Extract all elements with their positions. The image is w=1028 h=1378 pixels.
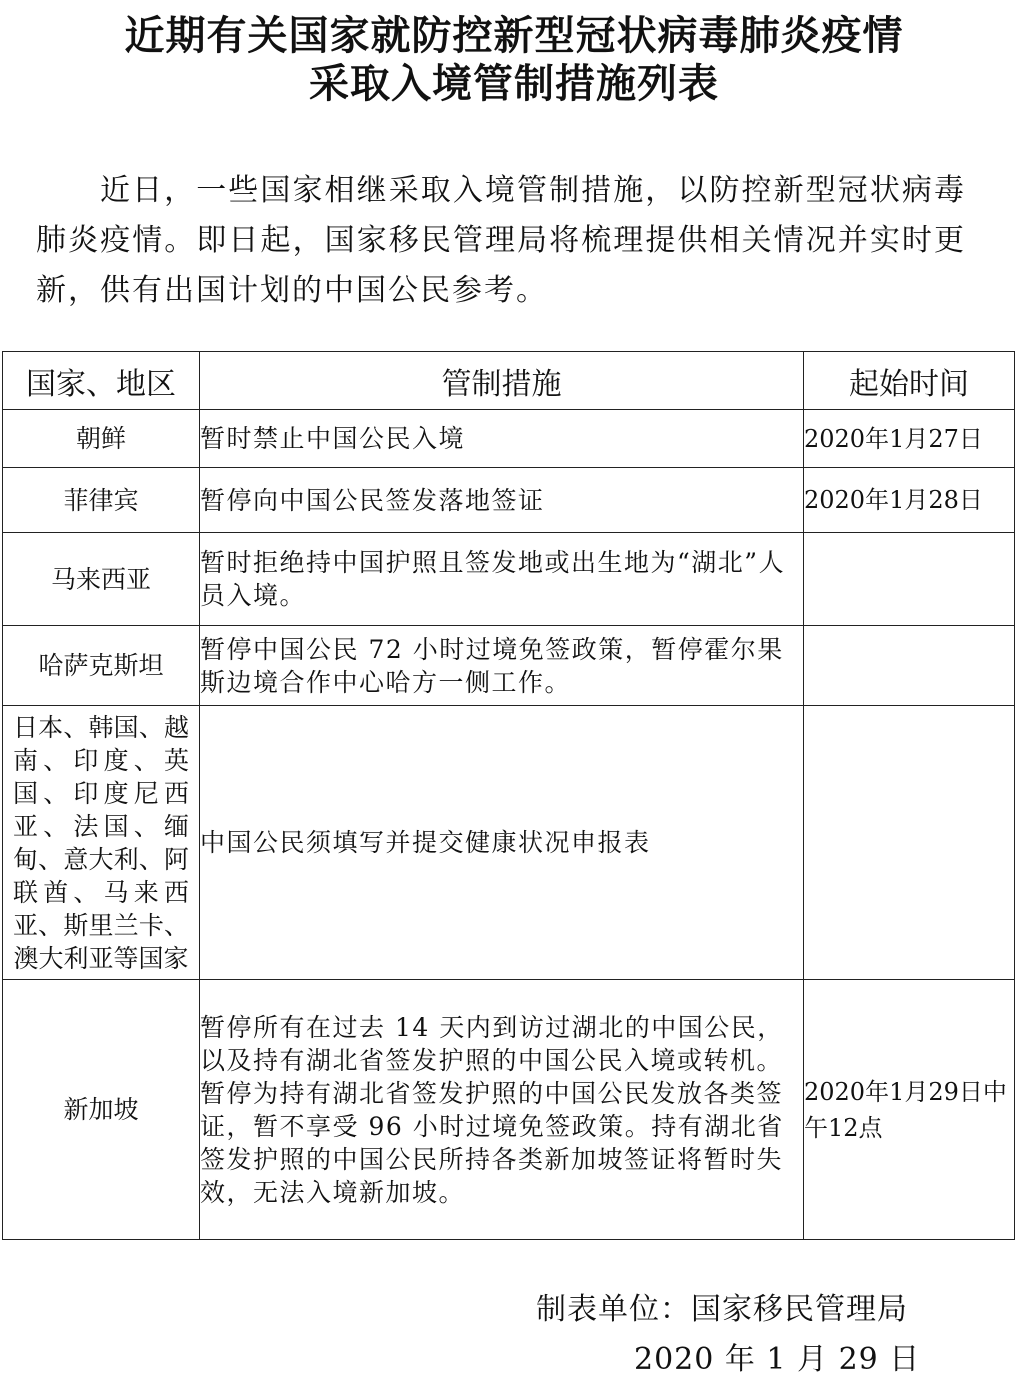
measure-cell: 暂时禁止中国公民入境 — [200, 410, 804, 468]
country-cell: 菲律宾 — [3, 468, 200, 533]
table-row — [3, 468, 1015, 533]
country-cell: 哈萨克斯坦 — [3, 626, 200, 706]
country-cell: 新加坡 — [3, 980, 200, 1240]
country-cell: 朝鲜 — [3, 410, 200, 468]
date-cell: 2020年1月29日中午12点 — [804, 980, 1015, 1240]
table-header-row — [3, 352, 1015, 410]
date-cell — [804, 706, 1015, 980]
measure-cell: 暂时拒绝持中国护照且签发地或出生地为“湖北”人员入境。 — [200, 533, 804, 626]
date-cell — [804, 626, 1015, 706]
table-row — [3, 410, 1015, 468]
table-row — [3, 706, 1015, 980]
measure-cell: 暂停向中国公民签发落地签证 — [200, 468, 804, 533]
date-cell: 2020年1月28日 — [804, 468, 1015, 533]
header-measure: 管制措施 — [200, 352, 804, 410]
document-title — [0, 12, 1028, 108]
table-row — [3, 980, 1015, 1240]
measure-cell: 暂停所有在过去 14 天内到访过湖北的中国公民，以及持有湖北省签发护照的中国公民入境或转机。暂停为持有湖北省签发护照的中国公民发放各类签证，暂不享受 96 小时过境免签政策。持有湖北省签发护照的中国公民所持各类新加坡签证将暂时失效，无法入境新加坡。 — [200, 980, 804, 1240]
country-cell: 马来西亚 — [3, 533, 200, 626]
header-country: 国家、地区 — [3, 352, 200, 410]
title-line-1: 近期有关国家就防控新型冠状病毒肺炎疫情 — [124, 13, 904, 59]
measure-cell: 暂停中国公民 72 小时过境免签政策，暂停霍尔果斯边境合作中心哈方一侧工作。 — [200, 626, 804, 706]
header-date: 起始时间 — [804, 352, 1015, 410]
intro-paragraph: 近日，一些国家相继采取入境管制措施，以防控新型冠状病毒肺炎疫情。即日起，国家移民管理局将梳理提供相关情况并实时更新，供有出国计划的中国公民参考。 — [36, 173, 966, 308]
title-line-2: 采取入境管制措施列表 — [309, 61, 719, 107]
table-row — [3, 626, 1015, 706]
date-cell — [804, 533, 1015, 626]
table-row — [3, 533, 1015, 626]
measure-cell: 中国公民须填写并提交健康状况申报表 — [200, 706, 804, 980]
entry-control-table — [2, 351, 1015, 1240]
footer-date: 2020 年 1 月 29 日 — [634, 1342, 921, 1377]
country-cell: 日本、韩国、越南、印度、英国、印度尼西亚、法国、缅甸、意大利、阿联酋、马来西亚、斯里兰卡、澳大利亚等国家 — [3, 706, 200, 980]
footer-maker: 制表单位：国家移民管理局 — [536, 1292, 908, 1327]
date-cell: 2020年1月27日 — [804, 410, 1015, 468]
